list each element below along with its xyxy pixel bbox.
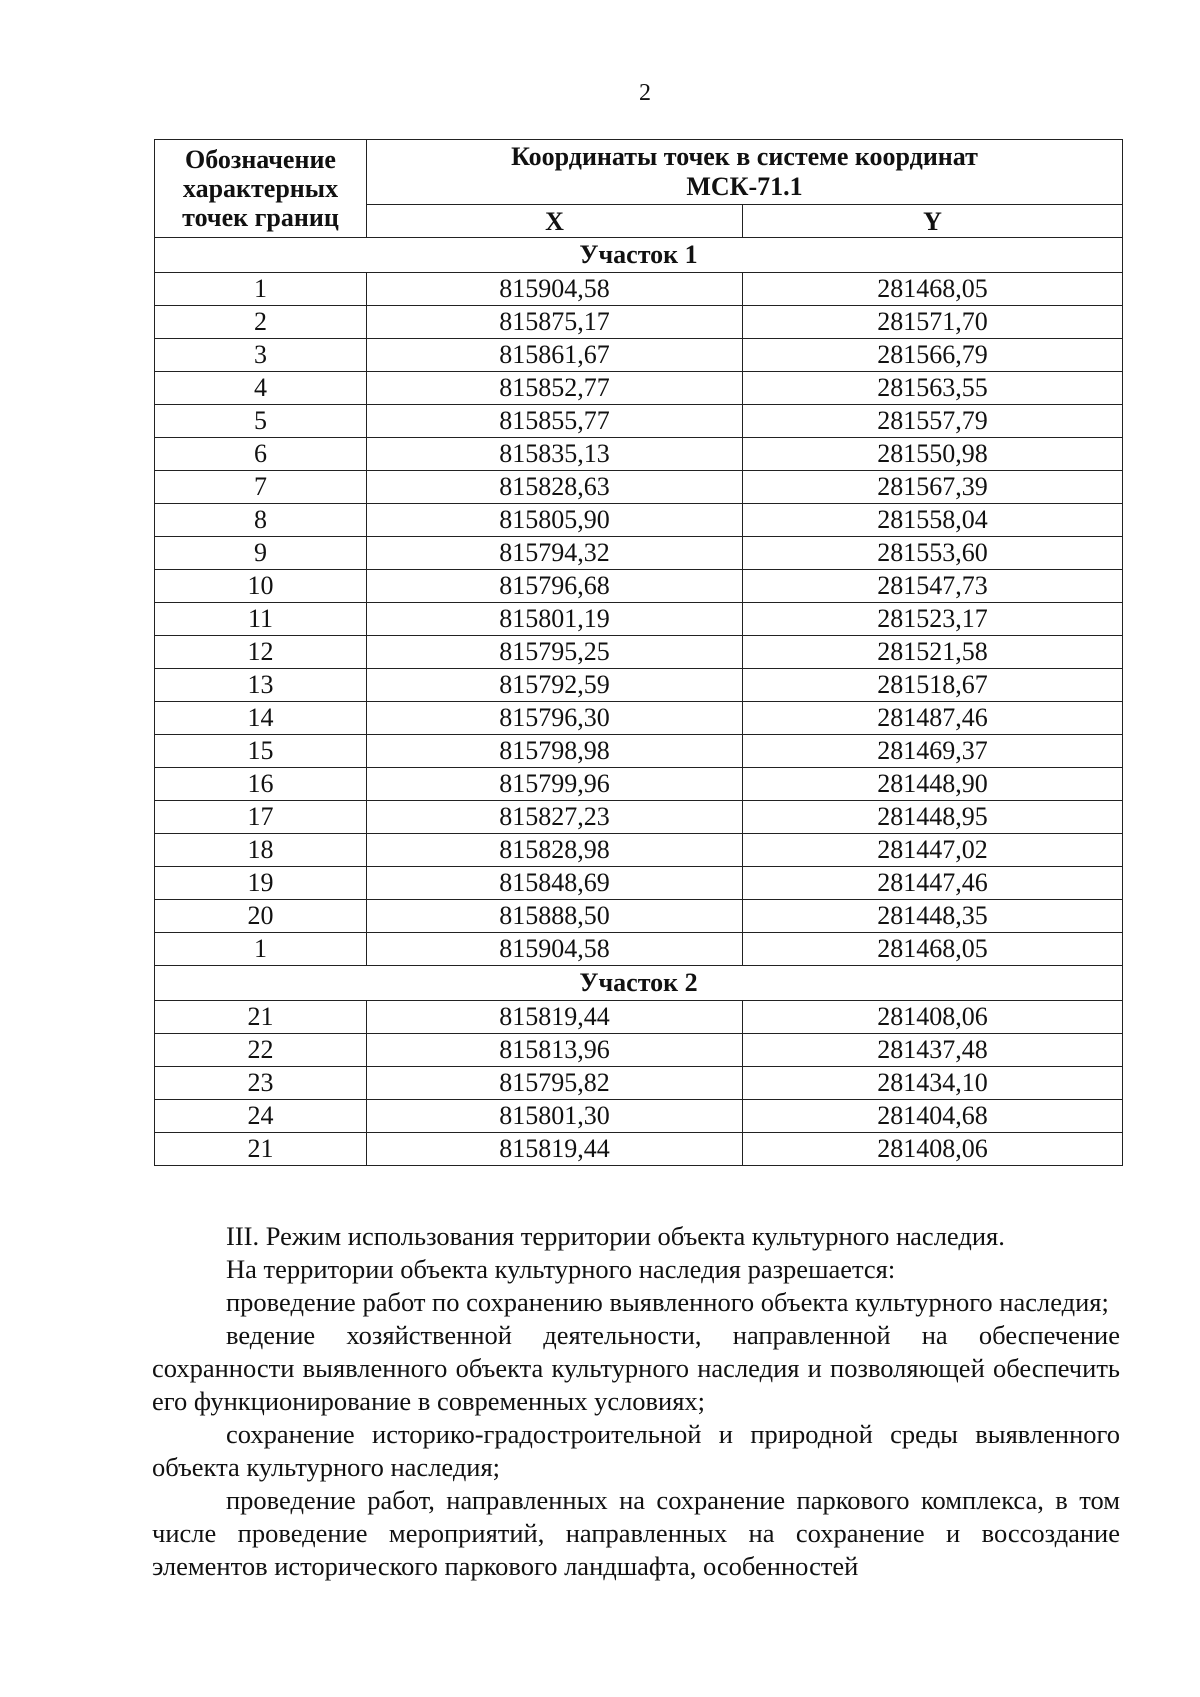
table-row xyxy=(155,537,1123,570)
cell-pt: 16 xyxy=(155,768,367,801)
cell-pt: 3 xyxy=(155,339,367,372)
cell-pt: 21 xyxy=(155,1133,367,1166)
table-row xyxy=(155,636,1123,669)
cell-x: 815794,32 xyxy=(367,537,743,570)
cell-x: 815848,69 xyxy=(367,867,743,900)
section-row xyxy=(155,238,1123,273)
table-row xyxy=(155,438,1123,471)
table-row xyxy=(155,603,1123,636)
cell-y: 281558,04 xyxy=(743,504,1123,537)
table-row xyxy=(155,900,1123,933)
section-title: Участок 1 xyxy=(155,238,1123,273)
table-row xyxy=(155,570,1123,603)
cell-x: 815904,58 xyxy=(367,933,743,966)
cell-x: 815888,50 xyxy=(367,900,743,933)
cell-y: 281571,70 xyxy=(743,306,1123,339)
cell-y: 281404,68 xyxy=(743,1100,1123,1133)
cell-pt: 18 xyxy=(155,834,367,867)
table-row xyxy=(155,372,1123,405)
cell-x: 815792,59 xyxy=(367,669,743,702)
cell-x: 815796,68 xyxy=(367,570,743,603)
cell-pt: 17 xyxy=(155,801,367,834)
regime-text xyxy=(152,1220,1120,1583)
header-coordinates-line2: МСК-71.1 xyxy=(686,172,803,201)
cell-pt: 12 xyxy=(155,636,367,669)
section-heading: III. Режим использования территории объекта культурного наследия. xyxy=(226,1221,1005,1251)
cell-pt: 21 xyxy=(155,1001,367,1034)
table-row xyxy=(155,273,1123,306)
cell-x: 815855,77 xyxy=(367,405,743,438)
cell-x: 815861,67 xyxy=(367,339,743,372)
table-row xyxy=(155,735,1123,768)
table-row xyxy=(155,669,1123,702)
cell-y: 281469,37 xyxy=(743,735,1123,768)
cell-y: 281408,06 xyxy=(743,1133,1123,1166)
cell-x: 815796,30 xyxy=(367,702,743,735)
cell-y: 281408,06 xyxy=(743,1001,1123,1034)
cell-y: 281468,05 xyxy=(743,933,1123,966)
paragraph-item-4: проведение работ, направленных на сохранение паркового комплекса, в том числе проведение мероприятий, направленных на сохранение и воссоздание элементов исторического паркового ландшафта, особенностей xyxy=(152,1485,1120,1581)
cell-pt: 4 xyxy=(155,372,367,405)
cell-pt: 11 xyxy=(155,603,367,636)
cell-y: 281447,46 xyxy=(743,867,1123,900)
header-point-designation xyxy=(155,140,367,238)
cell-x: 815798,98 xyxy=(367,735,743,768)
table-row xyxy=(155,1067,1123,1100)
section-row xyxy=(155,966,1123,1001)
table-row xyxy=(155,1100,1123,1133)
cell-x: 815835,13 xyxy=(367,438,743,471)
table-row xyxy=(155,801,1123,834)
cell-pt: 24 xyxy=(155,1100,367,1133)
table-row xyxy=(155,405,1123,438)
cell-x: 815795,82 xyxy=(367,1067,743,1100)
cell-x: 815827,23 xyxy=(367,801,743,834)
cell-y: 281547,73 xyxy=(743,570,1123,603)
table-row xyxy=(155,768,1123,801)
cell-y: 281553,60 xyxy=(743,537,1123,570)
cell-y: 281518,67 xyxy=(743,669,1123,702)
cell-x: 815795,25 xyxy=(367,636,743,669)
cell-pt: 1 xyxy=(155,933,367,966)
cell-x: 815904,58 xyxy=(367,273,743,306)
cell-y: 281448,95 xyxy=(743,801,1123,834)
cell-y: 281448,35 xyxy=(743,900,1123,933)
cell-x: 815805,90 xyxy=(367,504,743,537)
cell-x: 815852,77 xyxy=(367,372,743,405)
cell-y: 281550,98 xyxy=(743,438,1123,471)
page-number: 2 xyxy=(639,80,651,106)
table-row xyxy=(155,339,1123,372)
cell-pt: 22 xyxy=(155,1034,367,1067)
cell-y: 281448,90 xyxy=(743,768,1123,801)
cell-pt: 7 xyxy=(155,471,367,504)
cell-y: 281523,17 xyxy=(743,603,1123,636)
header-y: Y xyxy=(743,205,1123,238)
cell-pt: 14 xyxy=(155,702,367,735)
cell-x: 815828,63 xyxy=(367,471,743,504)
cell-y: 281487,46 xyxy=(743,702,1123,735)
cell-y: 281434,10 xyxy=(743,1067,1123,1100)
header-x: X xyxy=(367,205,743,238)
cell-x: 815813,96 xyxy=(367,1034,743,1067)
cell-pt: 15 xyxy=(155,735,367,768)
cell-pt: 19 xyxy=(155,867,367,900)
table-row xyxy=(155,702,1123,735)
cell-pt: 23 xyxy=(155,1067,367,1100)
table-row xyxy=(155,504,1123,537)
cell-pt: 13 xyxy=(155,669,367,702)
cell-pt: 2 xyxy=(155,306,367,339)
cell-y: 281563,55 xyxy=(743,372,1123,405)
cell-pt: 8 xyxy=(155,504,367,537)
cell-x: 815819,44 xyxy=(367,1001,743,1034)
header-coordinates-line1: Координаты точек в системе координат xyxy=(511,142,978,171)
cell-x: 815801,19 xyxy=(367,603,743,636)
coordinates-table xyxy=(154,139,1123,1166)
paragraph-permitted: На территории объекта культурного наследия разрешается: xyxy=(226,1254,896,1284)
table-body xyxy=(155,238,1123,1166)
cell-y: 281521,58 xyxy=(743,636,1123,669)
cell-y: 281468,05 xyxy=(743,273,1123,306)
table-row xyxy=(155,471,1123,504)
section-title: Участок 2 xyxy=(155,966,1123,1001)
cell-pt: 6 xyxy=(155,438,367,471)
cell-pt: 5 xyxy=(155,405,367,438)
cell-x: 815828,98 xyxy=(367,834,743,867)
paragraph-item-1: проведение работ по сохранению выявленного объекта культурного наследия; xyxy=(226,1287,1109,1317)
cell-x: 815875,17 xyxy=(367,306,743,339)
table-row xyxy=(155,1034,1123,1067)
cell-pt: 1 xyxy=(155,273,367,306)
table-row xyxy=(155,1133,1123,1166)
cell-y: 281567,39 xyxy=(743,471,1123,504)
table-row xyxy=(155,1001,1123,1034)
table-row xyxy=(155,867,1123,900)
cell-pt: 9 xyxy=(155,537,367,570)
cell-y: 281447,02 xyxy=(743,834,1123,867)
cell-x: 815799,96 xyxy=(367,768,743,801)
cell-pt: 10 xyxy=(155,570,367,603)
paragraph-item-3: сохранение историко-градостроительной и природной среды выявленного объекта культурного наследия; xyxy=(152,1419,1120,1482)
table-row xyxy=(155,933,1123,966)
cell-y: 281437,48 xyxy=(743,1034,1123,1067)
cell-pt: 20 xyxy=(155,900,367,933)
paragraph-item-2: ведение хозяйственной деятельности, направленной на обеспечение сохранности выявленного объекта культурного наследия и позволяющей обеспечить его функционирование в современных условиях; xyxy=(152,1320,1120,1416)
table-row xyxy=(155,834,1123,867)
table-row xyxy=(155,306,1123,339)
cell-y: 281557,79 xyxy=(743,405,1123,438)
header-point-label: Обозначение характерных точек границ xyxy=(182,145,339,232)
cell-x: 815801,30 xyxy=(367,1100,743,1133)
cell-y: 281566,79 xyxy=(743,339,1123,372)
cell-x: 815819,44 xyxy=(367,1133,743,1166)
header-coordinates xyxy=(367,140,1123,205)
